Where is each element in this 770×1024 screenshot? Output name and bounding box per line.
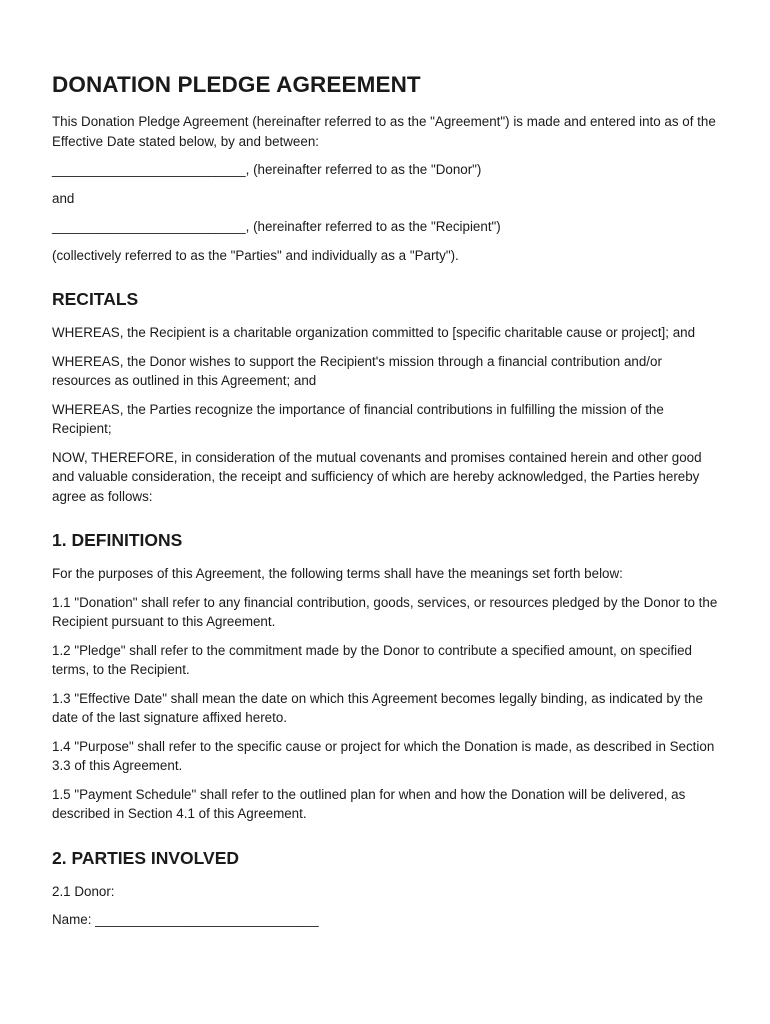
definitions-intro: For the purposes of this Agreement, the following terms shall have the meanings set forth below: [52,566,623,581]
definitions-heading: 1. DEFINITIONS [52,530,183,550]
intro-paragraph: This Donation Pledge Agreement (hereinafter referred to as the "Agreement") is made and entered into as of the Effective Date stated below, by and between: [52,114,716,149]
recipient-line: __________________________, (hereinafter referred to as the "Recipient") [52,219,501,234]
donor-line: __________________________, (hereinafter referred to as the "Donor") [52,162,482,177]
document-title: DONATION PLEDGE AGREEMENT [52,72,421,97]
definition-item: 1.4 "Purpose" shall refer to the specific cause or project for which the Donation is made, as described in Section 3.3 of this Agreement. [52,738,715,773]
recital-paragraph: WHEREAS, the Parties recognize the importance of financial contributions in fulfilling the mission of the Recipient; [52,401,664,436]
parties-heading: 2. PARTIES INVOLVED [52,847,240,868]
and-text: and [52,190,75,206]
definition-item: 1.5 "Payment Schedule" shall refer to the outlined plan for when and how the Donation will be delivered, as described in Section 4.1 of this Agreement. [52,786,686,821]
recitals-heading: RECITALS [52,289,139,309]
donor-label: 2.1 Donor: [52,883,115,899]
definition-item: 1.2 "Pledge" shall refer to the commitment made by the Donor to contribute a specified amount, on specified terms, to the Recipient. [52,642,692,677]
donor-name-line: Name: ______________________________ [52,912,319,927]
definition-item: 1.3 "Effective Date" shall mean the date on which this Agreement becomes legally binding, as indicated by the date of the last signature affixed hereto. [52,690,703,725]
recital-paragraph: NOW, THEREFORE, in consideration of the mutual covenants and promises contained herein and other good and valuable consideration, the receipt and sufficiency of which are hereby acknowledged, the Parties hereby agree as follows: [52,449,702,504]
collective-paragraph: (collectively referred to as the "Parties" and individually as a "Party"). [52,247,459,263]
recital-paragraph: WHEREAS, the Recipient is a charitable organization committed to [specific charitable cause or project]; and [52,325,696,340]
recital-paragraph: WHEREAS, the Donor wishes to support the Recipient's mission through a financial contribution and/or resources as outlined in this Agreement; and [52,353,662,388]
document-page [52,70,722,939]
definition-item: 1.1 "Donation" shall refer to any financial contribution, goods, services, or resources pledged by the Donor to the Recipient pursuant to this Agreement. [52,594,718,629]
